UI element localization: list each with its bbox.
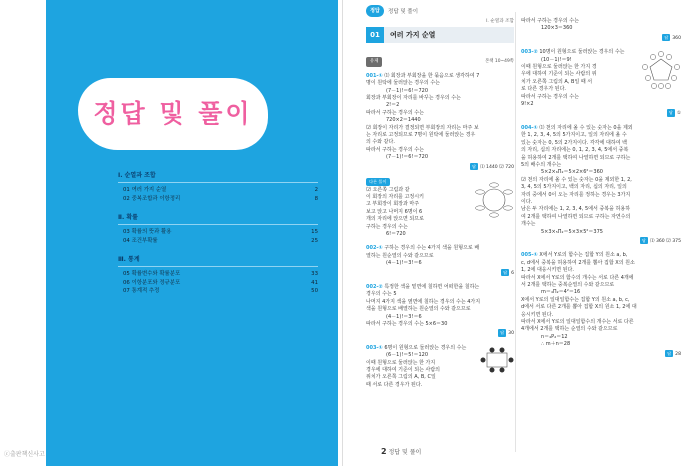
text-line: 구하는 경우의 수는	[366, 223, 408, 230]
answer-value: 360	[672, 35, 681, 41]
text-line: 열하는 원순열의 수와 같으므로	[366, 252, 434, 259]
right-page	[344, 0, 692, 466]
text-line: (4－1)!＝3!＝6	[386, 313, 422, 320]
answer-icon: 답	[472, 163, 476, 169]
text-line: c, d에서 중복을 허용하여 2개를 뽑아 집합 X의 원소	[521, 259, 635, 266]
answer-icon: 답	[664, 34, 669, 40]
text-line: ⑵ 회장이 자리가 결정되면 부회장의 자리는 마주 보	[366, 124, 479, 131]
text-line: d에서 서로 다른 2개를 뽑아 집합 X의 원소 1, 2에 대	[521, 304, 637, 311]
text-line: 5의 배수의 개수는	[521, 161, 562, 168]
text-line: 고 부회장이 회장과 마주	[366, 201, 420, 208]
text-line: 004-① ⑴ 천의 자리에 올 수 있는 숫자는 0을 제외	[521, 124, 633, 131]
header-text: 정답 및 풀이	[388, 9, 419, 15]
unit-number: 01	[366, 27, 384, 43]
table-seating-diagram	[480, 347, 514, 373]
toc-item[interactable]	[118, 237, 318, 246]
text-line: ∴ m＋n＝28	[541, 341, 571, 348]
text-line: 이때 원형으로 둘러앉는 한 가지	[366, 359, 436, 366]
text-line: 6!＝720	[386, 230, 406, 237]
toc-item[interactable]	[118, 287, 318, 296]
solution-001-1-alt	[366, 178, 514, 238]
problem-number: 003-②	[521, 49, 538, 56]
text-line: 치가 오른쪽 그림의 A, B일 때 서	[521, 78, 593, 85]
text-line: 002-① 구하는 경우의 수는 4가지 색을 원형으로 배	[366, 245, 480, 252]
text-line: 1, 2에 대응시키면 된다.	[521, 267, 574, 274]
text-line: 명이 원탁에 둘러앉는 경우의 수는	[366, 80, 440, 87]
text-line: 5×2×₆Π₂＝5×2×6²＝360	[541, 169, 603, 176]
text-line: 서 2개를 택하는 중복순열의 수와 같으므로	[521, 282, 615, 288]
text-line: 자리 중에서 0이 오는 자리를 정하는 경우는 3가지	[521, 191, 631, 198]
text-line: 005-① X에서 Y로의 함수는 집합 Y의 원소 a, b,	[521, 252, 628, 259]
toc-item[interactable]	[118, 279, 318, 288]
toc-section-title: Ⅱ. 확률	[118, 212, 318, 225]
text-line: 개의 자리에 앉으면 되므로	[366, 216, 424, 223]
text-line: 을 허용하여 2개를 택하여 나열하면 되므로 구하는	[521, 154, 631, 161]
answer-row	[521, 34, 681, 42]
solution-text	[521, 125, 681, 236]
solution-text	[366, 284, 514, 328]
toc-item[interactable]	[118, 270, 318, 279]
header-badge: 정답	[366, 5, 384, 17]
solution-004-1	[521, 125, 681, 246]
text-line: m＝₄Π₂＝4²＝16	[541, 289, 581, 296]
text-line: 위치가 오른쪽 그림의 A, B, C일	[366, 374, 436, 381]
text-line: (7－1)!＝6!＝720	[386, 87, 428, 94]
text-line: 따라서 구하는 경우의 수는 5×6＝30	[366, 321, 448, 327]
problem-number: 003-①	[366, 344, 383, 351]
text-line: 경우의 수는 5	[366, 291, 397, 298]
text-line: 때 서로 다른 경우가 된다.	[366, 381, 423, 388]
text-line: 9!×2	[521, 101, 534, 108]
exercise-pill: 유제	[366, 57, 382, 66]
round-table-diagram	[474, 180, 514, 220]
page-number	[381, 447, 421, 456]
problem-number: 004-①	[521, 124, 538, 131]
toc-item-page: 25	[311, 237, 318, 244]
text-line: 따라서 구하는 경우의 수는	[366, 109, 424, 116]
text-line: 의 자리, 십의 자리에는 0, 1, 2, 3, 4, 5에서 중복	[521, 147, 629, 154]
toc-item-label: 03 확률의 뜻과 활용	[123, 229, 172, 235]
text-line: 이 회장의 자리를 고정시키	[366, 193, 424, 200]
problem-number: 002-②	[366, 283, 383, 290]
solution-002-1	[366, 245, 514, 277]
toc-item[interactable]	[118, 228, 318, 237]
left-column	[366, 18, 514, 396]
text-line: 003-② 10명이 원형으로 둘러앉는 경우의 수는	[521, 49, 625, 56]
toc-item-page: 15	[311, 229, 318, 235]
answer-row	[366, 163, 514, 171]
text-line: 4개에서 2개를 택하는 순열의 수와 같으므로	[521, 326, 618, 333]
page-reference: 본책 10~49쪽	[485, 59, 514, 65]
unit-banner	[366, 27, 514, 43]
answer-row	[366, 329, 514, 337]
toc-section	[118, 254, 318, 296]
page-title: 정답 및 풀이	[93, 99, 253, 128]
solution-text	[521, 252, 681, 348]
running-header	[366, 5, 418, 17]
toc-item-label: 01 여러 가지 순열	[123, 187, 167, 193]
table-of-contents	[118, 170, 318, 305]
text-line: 120×3＝360	[541, 25, 573, 32]
toc-item-label: 07 통계적 추정	[123, 288, 160, 294]
problem-number: 002-①	[366, 245, 383, 252]
answer-row	[366, 269, 514, 277]
answer-value: ①	[676, 111, 681, 117]
text-line: 2!＝2	[386, 102, 400, 109]
answer-value: ⑴ 1440 ⑵ 720	[479, 164, 514, 170]
text-line: 의 수와 같다.	[366, 139, 395, 146]
text-line: 이다.	[521, 198, 533, 205]
solution-003-2	[521, 49, 681, 118]
column-divider	[515, 12, 516, 452]
text-line: 남은 두 자리에는 1, 2, 3, 4, 5에서 중복을 허용하	[521, 206, 631, 213]
toc-section	[118, 212, 318, 245]
text-line: ⑵ 천의 자리에 올 수 있는 숫자는 0을 제외한 1, 2,	[521, 176, 632, 183]
text-line: 001-① ⑴ 회장과 부회장을 한 묶음으로 생각하여 7	[366, 72, 480, 79]
answer-value: ⑴ 360 ⑵ 375	[649, 238, 681, 244]
text-line: 따라서 구하는 경우의 수는	[521, 93, 579, 100]
text-line: 색을 원형으로 배열하는 원순열의 수와 같으므로	[366, 306, 471, 313]
text-line: 5×3×₅Π₂＝5×3×5²＝375	[541, 228, 603, 235]
toc-item[interactable]	[118, 186, 318, 195]
solution-001-1	[366, 73, 514, 171]
solution-003-1-cont	[521, 18, 681, 42]
text-line: 개수는	[521, 221, 536, 228]
toc-item-label: 06 이항분포와 정규분포	[123, 279, 181, 286]
answer-row	[521, 237, 681, 245]
text-line: 따라서 구하는 경우의 수는	[366, 146, 424, 153]
text-line: (10－1)!＝9!	[541, 56, 572, 63]
left-page	[0, 0, 343, 466]
text-line: 응시키면 된다.	[521, 311, 554, 318]
text-line: 002-② 특정한 색을 밑면에 칠하면 어떠한을 칠하는	[366, 283, 480, 290]
exercise-header	[366, 57, 514, 66]
text-line: 로 다른 경우가 된다.	[521, 86, 566, 93]
answer-row	[521, 350, 681, 358]
publisher-credit: ⓒ출판책신사고	[4, 451, 45, 458]
toc-item-page: 33	[311, 271, 318, 277]
text-line: 회장과 부회장이 자리를 바꾸는 경우의 수는	[366, 95, 461, 102]
text-line: 여 2개를 택하여 나열하면 되므로 구하는 자연수의	[521, 213, 631, 220]
text-line: 보고 앉고 나머지 6명이 6	[366, 208, 423, 215]
text-line: 있는 숫자는 0, 5의 2가지이다. 각각에 대하여 백	[521, 139, 627, 146]
text-line: n＝₄P₂＝12	[541, 333, 568, 340]
text-line: (7－1)!＝6!＝720	[386, 154, 428, 161]
page-number-label: 정답 및 풀이	[388, 449, 422, 456]
toc-section-title: Ⅰ. 순열과 조합	[118, 170, 318, 183]
text-line: 003-① 6명이 원형으로 둘러앉는 경우의 수는	[366, 344, 467, 351]
unit-tag: Ⅰ. 순열과 조합	[486, 19, 514, 24]
solution-002-2	[366, 284, 514, 338]
problem-number: 005-①	[521, 252, 538, 259]
text-line: 이때 원형으로 둘러앉는 한 가지 경	[521, 64, 597, 71]
answer-icon: 답	[669, 110, 673, 116]
text-line: 따라서 구하는 경우의 수는	[521, 18, 579, 24]
toc-item-page: 41	[311, 279, 318, 286]
solution-text	[521, 18, 681, 33]
page-number-value: 2	[381, 447, 387, 456]
unit-title: 여러 가지 순열	[390, 30, 436, 39]
text-line: 3, 4, 5의 5가지이고, 백의 자리, 십의 자리, 일의	[521, 184, 627, 191]
alt-solution-pill: 다른 풀이	[366, 178, 390, 185]
toc-item-label: 04 조건부확률	[123, 237, 158, 244]
text-line: X에서 Y로의 일대일함수는 집합 Y의 원소 a, b, c,	[521, 296, 630, 303]
text-line: 따라서 X에서 Y로의 함수의 개수는 서로 다른 4개에	[521, 274, 634, 281]
answer-icon: 답	[500, 330, 505, 336]
text-line: ⑵ 오른쪽 그림과 같	[366, 186, 410, 193]
solution-005-1	[521, 252, 681, 358]
toc-section-title: Ⅲ. 통계	[118, 254, 318, 267]
solution-text	[366, 245, 514, 267]
toc-item-label: 02 중복조합과 이항정리	[123, 195, 181, 202]
answer-icon: 답	[503, 269, 508, 275]
answer-icon: 답	[642, 237, 646, 243]
problem-number: 001-①	[366, 72, 383, 79]
text-line: (4－1)!＝3!＝6	[386, 260, 422, 267]
text-line: 따라서 X에서 Y로의 일대일함수의 개수는 서로 다른	[521, 319, 634, 326]
toc-section	[118, 170, 318, 203]
toc-item-page: 50	[311, 288, 318, 294]
answer-value: 30	[508, 331, 514, 337]
text-line: 는 자리로 고정되므로 7명이 원탁에 둘러앉는 경우	[366, 132, 476, 139]
toc-item-label: 05 확률변수와 확률분포	[123, 271, 181, 277]
answer-value: 28	[675, 351, 681, 357]
text-line: 한 1, 2, 3, 4, 5의 5가지이고, 일의 자리에 올 수	[521, 132, 627, 139]
toc-item-page: 8	[314, 195, 318, 202]
text-line: 경우에 대하여 기준이 되는 사람의	[366, 367, 440, 374]
right-column	[521, 18, 681, 365]
solution-text	[366, 73, 514, 162]
text-line: 나머지 4가지 색을 옆면에 칠하는 경우의 수는 4가지	[366, 298, 481, 305]
answer-icon: 답	[667, 350, 672, 356]
toc-item[interactable]	[118, 195, 318, 204]
text-line: (6－1)!＝5!＝120	[386, 352, 428, 359]
solution-003-1	[366, 345, 514, 389]
answer-row	[521, 109, 681, 117]
toc-item-page: 2	[314, 187, 318, 193]
pentagon-seating-diagram	[641, 51, 681, 89]
text-line: 우에 대하여 기준이 되는 사람의 위	[521, 71, 597, 78]
text-line: 720×2＝1440	[386, 117, 421, 124]
answer-value: 6	[511, 270, 514, 276]
